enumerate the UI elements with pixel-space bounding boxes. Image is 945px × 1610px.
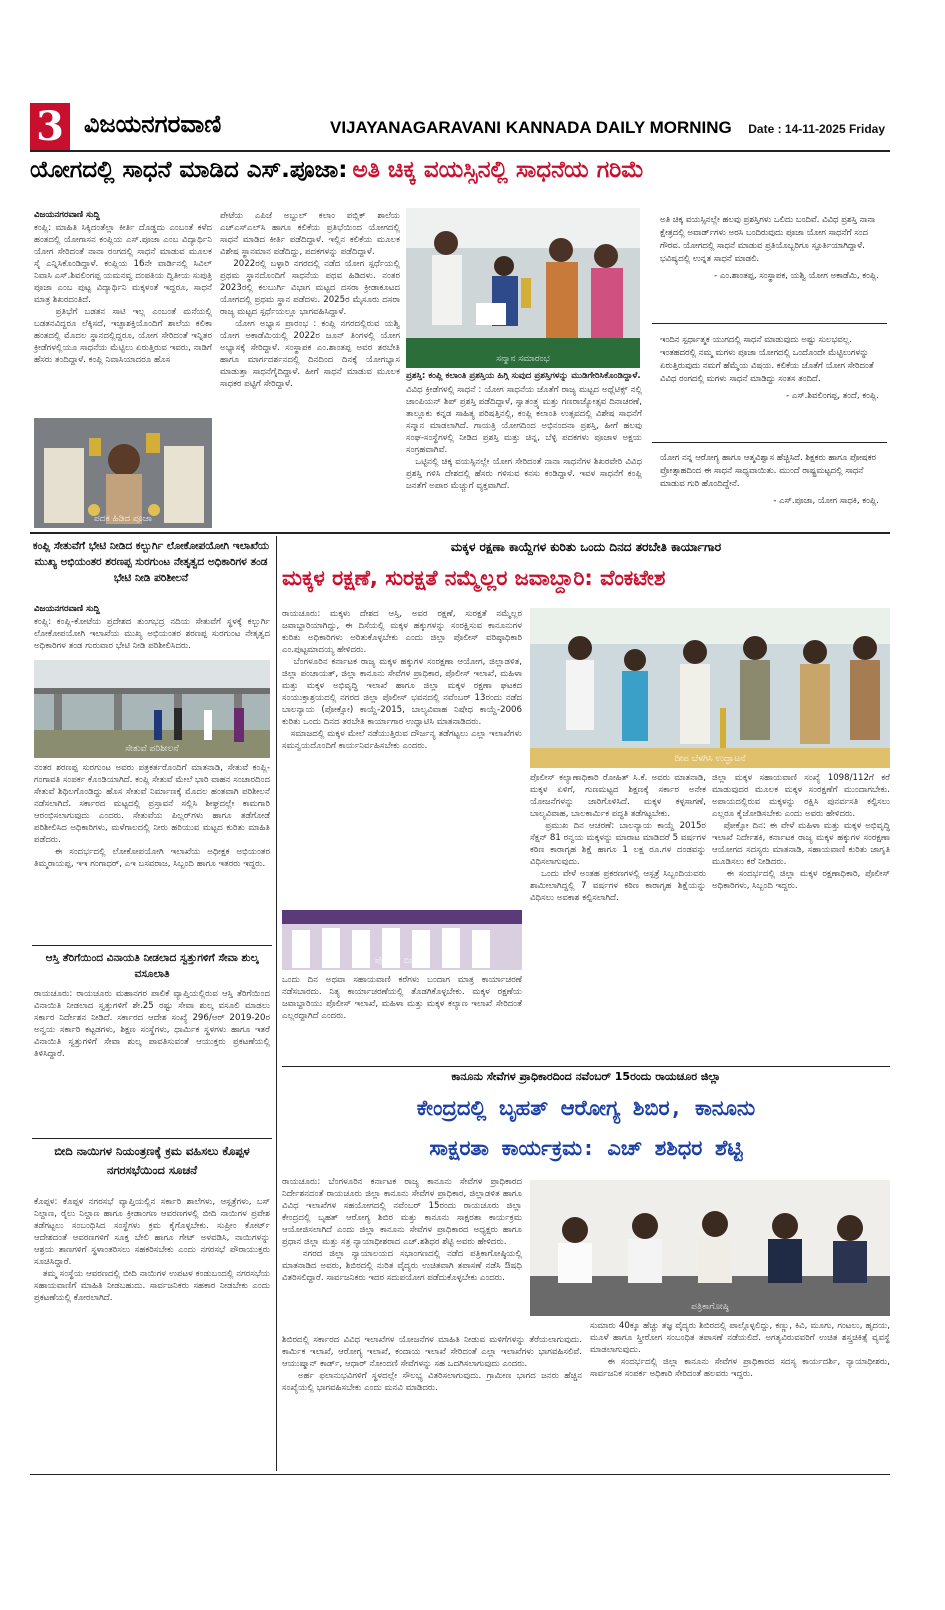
dam-byline: ವಿಜಯನಗರವಾಣಿ ಸುದ್ದಿ [34,604,100,614]
quote-father-text: ಇಂದಿನ ಸ್ಪರ್ಧಾತ್ಮಕ ಯುಗದಲ್ಲಿ ಸಾಧನೆ ಮಾಡುವುದು ಅಷ್ಟು ಸುಲಭವಲ್ಲ. ಇಂತಹದರಲ್ಲಿ ನಮ್ಮ ಮಗಳು ಪೂಜಾ ಯೋಗದಲ್ಲಿ ಒಂದೊಂದೇ ಮೆಟ್ಟಿಲುಗಳನ್ನು ಏರುತ್ತಿರುವುದು ನಮಗೆ ಹೆಮ್ಮೆಯ ವಿಷಯ. ಕಲಿಕೆಯ ಜೊತೆಗೆ ಯೋಗ ಸೇರಿದಂತೆ ವಿವಿಧ ರಂಗದಲ್ಲಿ ಮಗಳು ಸಾಧನೆ ಮಾಡಿದ್ದು ಸಂತಸ ತಂದಿದೆ. [660,335,874,384]
yoga-quote-pooja [652,446,887,526]
yoga-column-3: ವಿವಿಧ ಕ್ರೀಡೆಗಳಲ್ಲಿ ಸಾಧನೆ : ಯೋಗ ಸಾಧನೆಯ ಜೊತೆಗೆ ರಾಜ್ಯ ಮಟ್ಟದ ಅಥ್ಲೆಟಿಕ್ಸ್ ನಲ್ಲಿ ಚಾಂಪಿಯನ್ ಶಿಪ್ ಪ್ರಶಸ್ತಿ ಪಡೆದಿದ್ದಾಳೆ, ಸ್ವಾತಂತ್ರ್ಯ ಮತ್ತು ಗಣರಾಜ್ಯೋತ್ಸವ ದಿನಾಚರಣೆ, ತಾಲ್ಲೂಕು ಕನ್ನಡ ಸಾಹಿತ್ಯ ಪರಿಷತ್ತಿನಲ್ಲಿ, ಕಂಪ್ಲಿ ಕಲಾಂತಿ ಉತ್ಸವದಲ್ಲಿ ವಿಶೇಷ ಸಾಧನೆಗೆ ಸನ್ಮಾನ ಮಾಡಲಾಗಿದೆ. ಗಾಯತ್ರಿ ಯೋಗದಿಂದ ಅಭಿನಂದನಾ ಪ್ರಶಸ್ತಿ, ಹೀಗೆ ಹಲವು ಸಂಘ-ಸಂಸ್ಥೆಗಳಲ್ಲಿ ನೀಡಿದ ಪ್ರಶಸ್ತಿ ಮತ್ತು ಚಿನ್ನ, ಬೆಳ್ಳಿ ಪದಕಗಳು ಪೂಜಾಳ ಅಕ್ಷಯ ಸಂಗ್ರಹವಾಗಿವೆ. ಒಟ್ಟಿನಲ್ಲಿ ಚಿಕ್ಕ ವಯಸ್ಸಿನಲ್ಲೇ ಯೋಗ ಸೇರಿದಂತೆ ನಾನಾ ಸಾಧನೆಗಳ ಶಿಖರವೇರಿ ವಿವಿಧ ಪ್ರಶಸ್ತಿ ಗಳಿಸಿ ದೇಶದಲ್ಲಿ ಹೆಸರು ಗಳಿಸುವ ಕನಸು ಕಂಡಿದ್ದಾಳೆ. ಇವಳ ಸಾಧನೆಗೆ ಕಂಪ್ಲಿ ಜನತೆಗೆ ಅಪಾರ ಮೆಚ್ಚುಗೆ ವ್ಯಕ್ತವಾಗಿದೆ. [406,385,643,491]
dogs-body: ಕೊಪ್ಪಳ: ಕೊಪ್ಪಳ ನಗರಸಭೆ ವ್ಯಾಪ್ತಿಯಲ್ಲಿನ ಸರ್ಕಾರಿ ಶಾಲೆಗಳು, ಆಸ್ಪತ್ರೆಗಳು, ಬಸ್ ನಿಲ್ದಾಣ, ರೈಲು ನಿಲ್ದಾಣ ಹಾಗೂ ಕ್ರೀಡಾಂಗಣ ಆವರಣಗಳಲ್ಲಿ ಬೀದಿ ನಾಯಿಗಳ ಪ್ರವೇಶ ತಡೆಗಟ್ಟಲು ಸಂಬಂಧಿಸಿದ ಸಂಸ್ಥೆಗಳು ಕ್ರಮ ಕೈಗೊಳ್ಳಬೇಕು. ಸುಪ್ರೀಂ ಕೋರ್ಟ್ ಆದೇಶದಂತೆ ಆವರಣಗಳಿಗೆ ಸೂಕ್ತ ಬೇಲಿ ಹಾಗೂ ಗೇಟ್ ಅಳವಡಿಸಿ, ನಾಯಿಗಳನ್ನು ಆಶ್ರಯ ತಾಣಗಳಿಗೆ ಸ್ಥಳಾಂತರಿಸಲು ಸಹಕರಿಸಬೇಕು ಎಂದು ನಗರಸಭೆ ಪೌರಾಯುಕ್ತರು ಸೂಚಿಸಿದ್ದಾರೆ. ತಮ್ಮ ಸಂಸ್ಥೆಯ ಆವರಣದಲ್ಲಿ ಬೀದಿ ನಾಯಿಗಳ ಉಪಟಳ ಕಂಡುಬಂದಲ್ಲಿ ನಗರಸಭೆಯ ಸಹಾಯವಾಣಿಗೆ ಮಾಹಿತಿ ನೀಡಬಹುದು. ಸಾರ್ವಜನಿಕರು ಸಹಕಾರ ನೀಡಬೇಕು ಎಂದು ಪ್ರಕಟಣೆಯಲ್ಲಿ ಕೋರಲಾಗಿದೆ. [34,1197,270,1303]
left-rule-2 [32,1138,272,1139]
dam-photo [34,660,270,758]
quote-divider-2 [652,442,887,443]
quote-pooja-text: ಯೋಗ ನನ್ನ ಆರೋಗ್ಯ ಹಾಗೂ ಆತ್ಮವಿಶ್ವಾಸ ಹೆಚ್ಚಿಸಿದೆ. ಶಿಕ್ಷಕರು ಹಾಗೂ ಪೋಷಕರ ಪ್ರೋತ್ಸಾಹದಿಂದ ಈ ಸಾಧನೆ ಸಾಧ್ಯವಾಯಿತು. ಮುಂದೆ ರಾಷ್ಟ್ರಮಟ್ಟದಲ್ಲಿ ಸಾಧನೆ ಮಾಡುವ ಗುರಿ ಹೊಂದಿದ್ದೇನೆ. [660,453,877,489]
masthead-kannada: ವಿಜಯನಗರವಾಣಿ [84,110,222,138]
yoga-photo1-label: ಪದಕ ಹಿಡಿದ ಪೂಜಾ [94,514,152,524]
left-rule-1 [32,945,272,946]
yoga-photo-ceremony [406,208,640,368]
footer-rule [30,1474,890,1475]
quote-coach-text: ಅತಿ ಚಿಕ್ಕ ವಯಸ್ಸಿನಲ್ಲೇ ಹಲವು ಪ್ರಶಸ್ತಿಗಳು ಒಲಿದು ಬಂದಿವೆ. ವಿವಿಧ ಪ್ರಶಸ್ತಿ ನಾನಾ ಕ್ಷೇತ್ರದಲ್ಲಿ ಅವಾರ್ಡ್‌ಗಳು ಅರಸಿ ಬಂದಿರುವುದು ಪೂಜಾ ಯೋಗ ಸಾಧನೆಗೆ ಸಂದ ಗೌರವ. ಯೋಗದಲ್ಲಿ ಸಾಧನೆ ಮಾಡುವ ಪ್ರತಿಯೊಬ್ಬರಿಗೂ ಸ್ಫೂರ್ತಿಯಾಗಿದ್ದಾಳೆ. ಭವಿಷ್ಯದಲ್ಲಿ ಉನ್ನತ ಸಾಧನೆ ಮಾಡಲಿ. [660,215,876,264]
header-rule [30,150,890,152]
yoga-photo-trophies [34,418,212,528]
page-number: 3 [30,103,70,151]
dam-headline: ಕಂಪ್ಲಿ ಸೇತುವೆಗೆ ಭೇಟಿ ನೀಡಿದ ಕಲ್ಬುರ್ಗಿ ಲೋಕೋಪಯೋಗಿ ಇಲಾಖೆಯ ಮುಖ್ಯ ಅಭಿಯಂತರ ಶರಣಪ್ಪ ಸುರಗುಂಟ ನೇತೃತ್ವದ ಅಧಿಕಾರಿಗಳ ತಂಡ ಭೇಟಿ ನೀಡಿ ಪರಿಶೀಲನೆ [32,540,270,584]
health-column-2: ಸುಮಾರು 40ಕ್ಕೂ ಹೆಚ್ಚು ತಜ್ಞ ವೈದ್ಯರು ಶಿಬಿರದಲ್ಲಿ ಪಾಲ್ಗೊಳ್ಳಲಿದ್ದು, ಕಣ್ಣು, ಕಿವಿ, ಮೂಗು, ಗಂಟಲು, ಹೃದಯ, ಮೂಳೆ ಹಾಗೂ ಸ್ತ್ರೀರೋಗ ಸಂಬಂಧಿತ ತಪಾಸಣೆ ನಡೆಯಲಿದೆ. ಅಗತ್ಯವಿರುವವರಿಗೆ ಉಚಿತ ಶಸ್ತ್ರಚಿಕಿತ್ಸೆ ವ್ಯವಸ್ಥೆ ಮಾಡಲಾಗುವುದು. ಈ ಸಂದರ್ಭದಲ್ಲಿ ಜಿಲ್ಲಾ ಕಾನೂನು ಸೇವೆಗಳ ಪ್ರಾಧಿಕಾರದ ಸದಸ್ಯ ಕಾರ್ಯದರ್ಶಿ, ನ್ಯಾಯಾಧೀಶರು, ಸಾರ್ವಜನಿಕ ಸಂಪರ್ಕ ಅಧಿಕಾರಿ ಸೇರಿದಂತೆ ಹಲವರು ಇದ್ದರು. [590,1321,890,1379]
yoga-headline-red: ಅತಿ ಚಿಕ್ಕ ವಯಸ್ಸಿನಲ್ಲಿ ಸಾಧನೆಯ ಗರಿಮೆ [352,157,645,183]
child-column-1b: ಒಂದು ದಿನ ಅಥವಾ ಸಹಾಯವಾಣಿ ಕರೆಗಳು ಬಂದಾಗ ಮಾತ್ರ ಕಾರ್ಯಾಚರಣೆ ನಡೆಸಬಾರದು. ನಿತ್ಯ ಕಾರ್ಯಾಚರಣೆಯಲ್ಲಿ ತೊಡಗಿಕೊಳ್ಳಬೇಕು. ಮಕ್ಕಳ ರಕ್ಷಣೆಯ ಜವಾಬ್ದಾರಿಯು ಪೊಲೀಸ್ ಇಲಾಖೆ, ಮಹಿಳಾ ಮತ್ತು ಮಕ್ಕಳ ಕಲ್ಯಾಣ ಇಲಾಖೆ ಸೇರಿದಂತೆ ಎಲ್ಲರದ್ದಾಗಿದೆ ಎಂದರು. [282,975,525,1021]
masthead-english: VIJAYANAGARAVANI KANNADA DAILY MORNING [330,118,732,137]
yoga-headline-black: ಯೋಗದಲ್ಲಿ ಸಾಧನೆ ಮಾಡಿದ ಎಸ್.ಪೂಜಾ: [30,157,348,183]
dogs-headline: ಬೀದಿ ನಾಯಿಗಳ ನಿಯಂತ್ರಣಕ್ಕೆ ಕ್ರಮ ವಹಿಸಲು ಕೊಪ್ಪಳ ನಗರಸಭೆಯಿಂದ ಸೂಚನೆ [54,1144,250,1177]
issue-date: Date : 14-11-2025 Friday [748,122,885,136]
yoga-quote-father [652,328,887,436]
yoga-headline [30,157,890,203]
child-photo-lamp [530,608,890,768]
yoga-quote-coach [652,208,887,318]
child-column-1: ರಾಯಚೂರು: ಮಕ್ಕಳು ದೇಶದ ಆಸ್ತಿ, ಅವರ ರಕ್ಷಣೆ, ಸುರಕ್ಷತೆ ನಮ್ಮೆಲ್ಲರ ಜವಾಬ್ದಾರಿಯಾಗಿದ್ದು, ಈ ದಿಸೆಯಲ್ಲಿ ಮಕ್ಕಳ ಹಕ್ಕುಗಳನ್ನು ಸಂರಕ್ಷಿಸುವ ಕಾನೂನುಗಳ ಕುರಿತು ಅಧಿಕಾರಿಗಳು ಅರಿತುಕೊಳ್ಳಬೇಕು ಎಂದು ಜಿಲ್ಲಾ ಪೊಲೀಸ್ ವರಿಷ್ಠಾಧಿಕಾರಿ ಎಂ.ಪುಟ್ಟಮಾದಯ್ಯ ಹೇಳಿದರು. ಬೆಂಗಳೂರಿನ ಕರ್ನಾಟಕ ರಾಜ್ಯ ಮಕ್ಕಳ ಹಕ್ಕುಗಳ ಸಂರಕ್ಷಣಾ ಆಯೋಗ, ಜಿಲ್ಲಾಡಳಿತ, ಜಿಲ್ಲಾ ಪಂಚಾಯತ್, ಜಿಲ್ಲಾ ಕಾನೂನು ಸೇವೆಗಳ ಪ್ರಾಧಿಕಾರ, ಪೊಲೀಸ್ ಇಲಾಖೆ, ಮಹಿಳಾ ಮತ್ತು ಮಕ್ಕಳ ಅಭಿವೃದ್ಧಿ ಇಲಾಖೆ ಹಾಗೂ ಜಿಲ್ಲಾ ಮಕ್ಕಳ ರಕ್ಷಣಾ ಘಟಕದ ಸಂಯುಕ್ತಾಶ್ರಯದಲ್ಲಿ ನಗರದ ಜಿಲ್ಲಾ ಪೊಲೀಸ್ ಭವನದಲ್ಲಿ ನವೆಂಬರ್ 13ರಂದು ನಡೆದ ಬಾಲನ್ಯಾಯ (ಪೋಕ್ಸೋ) ಕಾಯ್ದೆ-2015, ಬಾಲ್ಯವಿವಾಹ ನಿಷೇಧ ಕಾಯ್ದೆ-2006 ಕುರಿತು ಒಂದು ದಿನದ ತರಬೇತಿ ಕಾರ್ಯಾಗಾರ ಉದ್ಘಾಟಿಸಿ ಮಾತನಾಡಿದರು. ಸಮಾಜದಲ್ಲಿ ಮಕ್ಕಳ ಮೇಲೆ ನಡೆಯುತ್ತಿರುವ ದೌರ್ಜನ್ಯ ತಡೆಗಟ್ಟಲು ಎಲ್ಲಾ ಇಲಾಖೆಗಳು ಸಮನ್ವಯದೊಂದಿಗೆ ಕಾರ್ಯನಿರ್ವಹಿಸಬೇಕು ಎಂದರು. [282,609,522,751]
yoga-column-1: ಕಂಪ್ಲಿ: ಮಾಹಿತಿ ಸಿಕ್ಕಿದಂತೆಲ್ಲಾ ಕೀರ್ತಿ ದೊಡ್ಡದು ಎಂಬಂತೆ ಕಳೆದ ಹಂತದಲ್ಲಿ ಯೋಗಾಸನ ಕಂಪ್ಲಿಯ ಎಸ್.ಪೂಜಾ ಎಂಬ ವಿದ್ಯಾರ್ಥಿನಿ ಯೋಗ ಸೇರಿದಂತೆ ನಾನಾ ರಂಗದಲ್ಲಿ ಸಾಧನೆ ಮಾಡುವ ಮೂಲಕ ಸೈ ಎನ್ನಿಸಿಕೊಂಡಿದ್ದಾಳೆ. ಕಂಪ್ಲಿಯ 16ನೇ ವಾರ್ಡಿನಲ್ಲಿ ಸಿವಿಲ್ ನಿವಾಸಿ ಎಸ್.ಶಿವಲಿಂಗಪ್ಪ ಯಮನವ್ವ ದಂಪತಿಯ ದ್ವಿತೀಯ ಸುಪುತ್ರಿ ಪೂಜಾ ಎಂಬ ಪುಟ್ಟ ವಿದ್ಯಾರ್ಥಿನಿ ಮಕ್ಕಳಂತೆ ಇದ್ದರೂ, ಸಾಧನೆ ಮಾತ್ರ ಶಿಖರದಂತಿದೆ. ಪ್ರತಿಭೆಗೆ ಬಡತನ ಸಾಟಿ ಇಲ್ಲ ಎಂಬಂತೆ ಮನೆಯಲ್ಲಿ ಬಡತನವಿದ್ದರೂ ಲೆಕ್ಕಿಸದೆ, ಇಚ್ಛಾಶಕ್ತಿಯೊಂದಿಗೆ ಶಾಲೆಯ ಕಲಿಕಾ ಹಂತದಲ್ಲಿ ಮೊದಲ ಸ್ಥಾನದಲ್ಲಿದ್ದರೂ, ಯೋಗ ಸೇರಿದಂತೆ ಇನ್ನಿತರ ಕ್ರೀಡೆಗಳಲ್ಲಿಯೂ ಸಾಧನೆಯ ಮೆಟ್ಟಿಲು ಏರುತ್ತಿರುವ ಇವರು, ನಾಡಿಗೆ ಹೆಸರು ತಂದಿದ್ದಾಳೆ. ಕಂಪ್ಲಿ ನಿವಾಸಿಯಾದರೂ ಹೊಸ [34,223,212,365]
tax-headline: ಆಸ್ತಿ ತೆರಿಗೆಯಿಂದ ವಿನಾಯತಿ ನೀಡಲಾದ ಸ್ವತ್ತುಗಳಿಗೆ ಸೇವಾ ಶುಲ್ಕ ವಸೂಲಾತಿ [45,952,259,980]
health-headline-line2: ಸಾಕ್ಷರತಾ ಕಾರ್ಯಕ್ರಮ: ಎಚ್ ಶಶಿಧರ ಶೆಟ್ಟಿ [429,1136,743,1160]
section-rule-2 [282,1066,890,1067]
yoga-photo-caption: ಪ್ರಶಸ್ತಿ: ಕಂಪ್ಲಿ ಕಲಾಂತಿ ಪ್ರಶಸ್ತಿಯ ಹಿಗ್ಗಿ ಸುವುದ ಪ್ರಶಸ್ತಿಗಳನ್ನು ಮುಡಿಗೇರಿಸಿಕೊಂಡಿದ್ದಾಳೆ. [406,371,641,381]
quote-coach-attribution: - ಎಂ.ಶಾಂತಪ್ಪ, ಸಂಸ್ಥಾಪಕ, ಯಶ್ವಿ ಯೋಗ ಅಕಾಡೆಮಿ, ಕಂಪ್ಲಿ. [714,271,879,281]
health-kicker: ಕಾನೂನು ಸೇವೆಗಳ ಪ್ರಾಧಿಕಾರದಿಂದ ನವೆಂಬರ್ 15ರಂದು ರಾಯಚೂರ ಜಿಲ್ಲಾ [451,1070,721,1083]
child-photo-posters [282,910,522,970]
yoga-photo2-label: ಸನ್ಮಾನ ಸಮಾರಂಭ [496,354,550,364]
quote-divider-1 [652,323,887,324]
child-photo2-label: ಪೋಸ್ಟರ್ ಬಿಡುಗಡೆ [374,956,430,966]
health-headline-line1: ಕೇಂದ್ರದಲ್ಲಿ ಬೃಹತ್ ಆರೋಗ್ಯ ಶಿಬಿರ, ಕಾನೂನು [416,1096,756,1120]
quote-father-attribution: - ಎಸ್.ಶಿವಲಿಂಗಪ್ಪ, ತಂದೆ, ಕಂಪ್ಲಿ. [786,391,879,401]
tax-body: ರಾಯಚೂರು: ರಾಯಚೂರು ಮಹಾನಗರ ಪಾಲಿಕೆ ವ್ಯಾಪ್ತಿಯಲ್ಲಿರುವ ಆಸ್ತಿ ತೆರಿಗೆಯಿಂದ ವಿನಾಯಿತಿ ನೀಡಲಾದ ಸ್ವತ್ತುಗಳಿಗೆ ಶೇ.25 ರಷ್ಟು ಸೇವಾ ಶುಲ್ಕ ವಸೂಲಿ ಮಾಡಲು ಸರ್ಕಾರ ನಿರ್ದೇಶನ ನೀಡಿದೆ. ಸರ್ಕಾರದ ಆದೇಶ ಸಂಖ್ಯೆ 296/ಆರ್ 2019-20ರ ಅನ್ವಯ ಸರ್ಕಾರಿ ಕಟ್ಟಡಗಳು, ಶಿಕ್ಷಣ ಸಂಸ್ಥೆಗಳು, ಧಾರ್ಮಿಕ ಸ್ಥಳಗಳು ಹಾಗೂ ಇತರೆ ವಿನಾಯಿತಿ ಸ್ವತ್ತುಗಳಿಗೆ ಸೇವಾ ಶುಲ್ಕ ಪಾವತಿಸುವಂತೆ ಆಯುಕ್ತರು ಪ್ರಕಟಣೆಯಲ್ಲಿ ತಿಳಿಸಿದ್ದಾರೆ. [34,989,273,1059]
press-meet-illustration [530,1180,890,1316]
health-lead: ರಾಯಚೂರು: ಬೆಂಗಳೂರಿನ ಕರ್ನಾಟಕ ರಾಜ್ಯ ಕಾನೂನು ಸೇವೆಗಳ ಪ್ರಾಧಿಕಾರದ ನಿರ್ದೇಶನದಂತೆ ರಾಯಚೂರು ಜಿಲ್ಲಾ ಕಾನೂನು ಸೇವೆಗಳ ಪ್ರಾಧಿಕಾರ, ಜಿಲ್ಲಾಡಳಿತ ಹಾಗೂ ವಿವಿಧ ಇಲಾಖೆಗಳ ಸಹಯೋಗದಲ್ಲಿ ನವೆಂಬರ್ 15ರಂದು ರಾಯಚೂರು ಜಿಲ್ಲಾ ಕೇಂದ್ರದಲ್ಲಿ ಬೃಹತ್ ಆರೋಗ್ಯ ಶಿಬಿರ ಮತ್ತು ಕಾನೂನು ಸಾಕ್ಷರತಾ ಕಾರ್ಯಕ್ರಮ ಆಯೋಜಿಸಲಾಗಿದೆ ಎಂದು ಜಿಲ್ಲಾ ಕಾನೂನು ಸೇವೆಗಳ ಪ್ರಾಧಿಕಾರದ ಅಧ್ಯಕ್ಷರು ಹಾಗೂ ಪ್ರಧಾನ ಜಿಲ್ಲಾ ಮತ್ತು ಸತ್ರ ನ್ಯಾಯಾಧೀಶರಾದ ಎಚ್.ಶಶಿಧರ ಶೆಟ್ಟಿ ಅವರು ಹೇಳಿದರು. ನಗರದ ಜಿಲ್ಲಾ ನ್ಯಾಯಾಲಯದ ಸಭಾಂಗಣದಲ್ಲಿ ನಡೆದ ಪತ್ರಿಕಾಗೋಷ್ಠಿಯಲ್ಲಿ ಮಾತನಾಡಿದ ಅವರು, ಶಿಬಿರದಲ್ಲಿ ನುರಿತ ವೈದ್ಯರು ಉಚಿತವಾಗಿ ತಪಾಸಣೆ ನಡೆಸಿ ಔಷಧಿ ವಿತರಿಸಲಿದ್ದಾರೆ. ಸಾರ್ವಜನಿಕರು ಇದರ ಸದುಪಯೋಗ ಪಡೆದುಕೊಳ್ಳಬೇಕು ಎಂದರು. [282,1177,522,1283]
section-rule-1 [30,532,890,534]
yoga-byline: ವಿಜಯನಗರವಾಣಿ ಸುದ್ದಿ [34,210,100,220]
trophy-illustration [34,418,212,528]
yoga-column-2: ಪೇಟೆಯ ಎಪಿಜೆ ಅಬ್ದುಲ್ ಕಲಾಂ ಪಬ್ಲಿಕ್ ಶಾಲೆಯ ಎಚ್‌ಎಸ್‌ಎಲ್‌ಸಿ ಹಾಗೂ ಕಲಿಕೆಯ ಪ್ರತಿಭೆಯಿಂದ ಯೋಗದಲ್ಲಿ ಸಾಧನೆ ಮಾಡಿದ ಕೀರ್ತಿ ಪಡೆದಿದ್ದಾಳೆ. ಇಲ್ಲಿನ ಕಲಿಕೆಯ ಮೂಲಕ ವಿಶೇಷ ಸ್ಥಾನಮಾನ ಪಡೆದಿದ್ದು, ಪದಕಗಳನ್ನು ಪಡೆದಿದ್ದಾಳೆ. 2022ರಲ್ಲಿ ಬಳ್ಳಾರಿ ನಗರದಲ್ಲಿ ನಡೆದ ಯೋಗ ಸ್ಪರ್ಧೆಯಲ್ಲಿ ಪ್ರಥಮ ಸ್ಥಾನದೊಂದಿಗೆ ಸಾಧನೆಯ ಪಥವ ಹಿಡಿದಳು. ನಂತರ 2023ರಲ್ಲಿ ಕಲಬುರ್ಗಿ ವಿಭಾಗ ಮಟ್ಟದ ದಸರಾ ಕ್ರೀಡಾಕೂಟದ ಯೋಗದಲ್ಲಿ ಪ್ರಥಮ ಸ್ಥಾನ ಪಡೆದಳು. 2025ರ ಮೈಸೂರು ದಸರಾ ರಾಜ್ಯ ಮಟ್ಟದ ಸ್ಪರ್ಧೆಯಲ್ಲೂ ಭಾಗವಹಿಸಿದ್ದಾಳೆ. ಯೋಗ ಅಭ್ಯಾಸ ಪ್ರಾರಂಭ : ಕಂಪ್ಲಿ ನಗರದಲ್ಲಿರುವ ಯಶ್ವಿ ಯೋಗ ಅಕಾಡೆಮಿಯಲ್ಲಿ 2022ರ ಜೂನ್ ತಿಂಗಳಲ್ಲಿ ಯೋಗ ಅಭ್ಯಾಸಕ್ಕೆ ಸೇರಿದ್ದಾಳೆ. ಸಂಸ್ಥಾಪಕ ಎಂ.ಶಾಂತಪ್ಪ ಅವರ ತರಬೇತಿ ಹಾಗೂ ಮಾರ್ಗದರ್ಶನದಲ್ಲಿ ದಿನದಿಂದ ದಿನಕ್ಕೆ ಯೋಗಭ್ಯಾಸ ಮಾಡುತ್ತಾ ಸಾಧನೆಗೈದಿದ್ದಾಳೆ. ಹೀಗೆ ಸಾಧನೆ ಮಾಡುವ ಮೂಲಕ ಸಾಧಕರ ಪಟ್ಟಿಗೆ ಸೇರಿದ್ದಾಳೆ. [220,211,400,389]
dam-lead: ಕಂಪ್ಲಿ: ಕಂಪ್ಲಿ-ಕೋಟೆಯ ಪ್ರದೇಶದ ತುಂಗಭದ್ರ ನದಿಯ ಸೇತುವೆಗೆ ಸ್ಥಳಕ್ಕೆ ಕಲ್ಬುರ್ಗಿ ಲೋಕೋಪಯೋಗಿ ಇಲಾಖೆಯ ಮುಖ್ಯ ಅಭಿಯಂತರ ಶರಣಪ್ಪ ಸುರಗುಂಟ ನೇತೃತ್ವದ ಅಧಿಕಾರಿಗಳ ತಂಡ ಗುರುವಾರ ಭೇಟಿ ನೀಡಿ ಪರಿಶೀಲಿಸಿದರು. [34,617,273,651]
dam-body: ನಂತರ ಶರಣಪ್ಪ ಸುರಗುಂಟ ಅವರು ಪತ್ರಕರ್ತರೊಂದಿಗೆ ಮಾತನಾಡಿ, ಸೇತುವೆ ಕಂಪ್ಲಿ-ಗಂಗಾವತಿ ಸಂಪರ್ಕ ಕೊಂಡಿಯಾಗಿದೆ. ಕಂಪ್ಲಿ ಸೇತುವೆ ಮೇಲೆ ಭಾರಿ ವಾಹನ ಸಂಚಾರದಿಂದ ಸೇತುವೆ ಶಿಥಿಲಗೊಂಡಿದ್ದು ಹೊಸ ಸೇತುವೆ ನಿರ್ಮಾಣಕ್ಕೆ ಮೊದಲ ಹಂತವಾಗಿ ಪರಿಶೀಲನೆ ನಡೆಸಲಾಗಿದೆ. ಸರ್ಕಾರದ ಮಟ್ಟದಲ್ಲಿ ಪ್ರಸ್ತಾವನೆ ಸಲ್ಲಿಸಿ ಶೀಘ್ರದಲ್ಲೇ ಕಾಮಗಾರಿ ಆರಂಭಿಸಲಾಗುವುದು ಎಂದರು. ಸೇತುವೆಯ ಪಿಲ್ಲರ್‌ಗಳು ಹಾಗೂ ತಡೆಗೋಡೆ ಪರಿಶೀಲಿಸಿದ ಅಧಿಕಾರಿಗಳು, ಮಳೆಗಾಲದಲ್ಲಿ ನೀರು ಹರಿಯುವ ಮಟ್ಟದ ಕುರಿತು ಮಾಹಿತಿ ಪಡೆದರು. ಈ ಸಂದರ್ಭದಲ್ಲಿ ಲೋಕೋಪಯೋಗಿ ಇಲಾಖೆಯ ಅಧೀಕ್ಷಕ ಅಭಿಯಂತರ ತಿಮ್ಮರಾಯಪ್ಪ, ಇಇ ಗಂಗಾಧರ್, ಎಇ ಬಸವರಾಜ, ಸಿಬ್ಬಂದಿ ಹಾಗೂ ಇತರರು ಇದ್ದರು. [34,763,271,869]
quote-pooja-attribution: - ಎಸ್.ಪೂಜಾ, ಯೋಗ ಸಾಧಕಿ, ಕಂಪ್ಲಿ. [773,496,879,506]
child-kicker: ಮಕ್ಕಳ ರಕ್ಷಣಾ ಕಾಯ್ದೆಗಳ ಕುರಿತು ಒಂದು ದಿನದ ತರಬೇತಿ ಕಾರ್ಯಾಗಾರ [450,540,722,554]
health-photo-label: ಪತ್ರಿಕಾಗೋಷ್ಠಿ [691,1302,729,1312]
ceremony-illustration [406,208,640,368]
child-column-3: ಜಿಲ್ಲಾ ಮಕ್ಕಳ ಸಹಾಯವಾಣಿ ಸಂಖ್ಯೆ 1098/112ಗೆ ಕರೆ ಮಾಡುವುದರ ಮೂಲಕ ಮಕ್ಕಳ ಸಂರಕ್ಷಣೆಗೆ ಮುಂದಾಗಬೇಕು. ಅಪಾಯದಲ್ಲಿರುವ ಮಕ್ಕಳನ್ನು ರಕ್ಷಿಸಿ ಪುನರ್ವಸತಿ ಕಲ್ಪಿಸಲು ಎಲ್ಲರೂ ಕೈಜೋಡಿಸಬೇಕು ಎಂದು ಅವರು ಹೇಳಿದರು. ಪೋಕ್ಸೋ ದಿನ: ಈ ವೇಳೆ ಮಹಿಳಾ ಮತ್ತು ಮಕ್ಕಳ ಅಭಿವೃದ್ಧಿ ಇಲಾಖೆ ನಿರ್ದೇಶಕಿ, ಕರ್ನಾಟಕ ರಾಜ್ಯ ಮಕ್ಕಳ ಹಕ್ಕುಗಳ ಸಂರಕ್ಷಣಾ ಆಯೋಗದ ಸದಸ್ಯರು ಮಾತನಾಡಿ, ಸಹಾಯವಾಣಿ ಕುರಿತು ಜಾಗೃತಿ ಮೂಡಿಸಲು ಕರೆ ನೀಡಿದರು. ಈ ಸಂದರ್ಭದಲ್ಲಿ ಜಿಲ್ಲಾ ಮಕ್ಕಳ ರಕ್ಷಣಾಧಿಕಾರಿ, ಪೊಲೀಸ್ ಅಧಿಕಾರಿಗಳು, ಸಿಬ್ಬಂದಿ ಇದ್ದರು. [712,773,890,891]
column-divider [276,536,277,1471]
lamp-lighting-illustration [530,608,890,768]
child-headline: ಮಕ್ಕಳ ರಕ್ಷಣೆ, ಸುರಕ್ಷತೆ ನಮ್ಮೆಲ್ಲರ ಜವಾಬ್ದಾರಿ: ವೆಂಕಟೇಶ [282,566,666,590]
health-column-1: ಶಿಬಿರದಲ್ಲಿ ಸರ್ಕಾರದ ವಿವಿಧ ಇಲಾಖೆಗಳ ಯೋಜನೆಗಳ ಮಾಹಿತಿ ನೀಡುವ ಮಳಿಗೆಗಳನ್ನು ತೆರೆಯಲಾಗುವುದು. ಕಾರ್ಮಿಕ ಇಲಾಖೆ, ಆರೋಗ್ಯ ಇಲಾಖೆ, ಕಂದಾಯ ಇಲಾಖೆ ಸೇರಿದಂತೆ ಎಲ್ಲಾ ಇಲಾಖೆಗಳು ಭಾಗವಹಿಸಲಿವೆ. ಆಯುಷ್ಮಾನ್ ಕಾರ್ಡ್, ಆಧಾರ್ ನೋಂದಣಿ ಸೇವೆಗಳನ್ನು ಸಹ ಒದಗಿಸಲಾಗುವುದು ಎಂದರು. ಅರ್ಹ ಫಲಾನುಭವಿಗಳಿಗೆ ಸ್ಥಳದಲ್ಲೇ ಸೌಲಭ್ಯ ವಿತರಿಸಲಾಗುವುದು. ಗ್ರಾಮೀಣ ಭಾಗದ ಜನರು ಹೆಚ್ಚಿನ ಸಂಖ್ಯೆಯಲ್ಲಿ ಭಾಗವಹಿಸಬೇಕು ಎಂದು ಮನವಿ ಮಾಡಿದರು. [282,1335,582,1393]
health-photo [530,1180,890,1316]
child-photo1-label: ದೀಪ ಬೆಳಗಿಸಿ ಉದ್ಘಾಟನೆ [674,754,746,764]
dam-photo-label: ಸೇತುವೆ ಪರಿಶೀಲನೆ [125,744,179,754]
child-column-2: ಪೊಲೀಸ್ ಕಲ್ಯಾಣಾಧಿಕಾರಿ ರೋಹಿತ್ ಸಿ.ಕೆ. ಅವರು ಮಾತನಾಡಿ, ಮಕ್ಕಳ ಏಳಿಗೆ, ಗುಣಮಟ್ಟದ ಶಿಕ್ಷಣಕ್ಕೆ ಸರ್ಕಾರ ಅನೇಕ ಯೋಜನೆಗಳನ್ನು ಜಾರಿಗೊಳಿಸಿದೆ. ಮಕ್ಕಳ ಕಳ್ಳಸಾಗಣೆ, ಬಾಲ್ಯವಿವಾಹ, ಬಾಲಕಾರ್ಮಿಕ ಪದ್ಧತಿ ತಡೆಗಟ್ಟಬೇಕು. ಪ್ರಮುಖ ದಿನ ಆಚರಣೆ: ಬಾಲನ್ಯಾಯ ಕಾಯ್ದೆ 2015ರ ಸೆಕ್ಷನ್ 81 ರನ್ವಯ ಮಕ್ಕಳನ್ನು ಮಾರಾಟ ಮಾಡಿದರೆ 5 ವರ್ಷಗಳ ಕಠಿಣ ಕಾರಾಗೃಹ ಶಿಕ್ಷೆ ಹಾಗೂ 1 ಲಕ್ಷ ರೂ.ಗಳ ದಂಡವನ್ನು ವಿಧಿಸಲಾಗುವುದು. ಒಂದು ವೇಳೆ ಅಂತಹ ಪ್ರಕರಣಗಳಲ್ಲಿ ಆಸ್ಪತ್ರೆ ಸಿಬ್ಬಂದಿಯವರು ಶಾಮೀಲಾಗಿದ್ದಲ್ಲಿ 7 ವರ್ಷಗಳ ಕಠಿಣ ಕಾರಾಗೃಹ ಶಿಕ್ಷೆಯನ್ನು ವಿಧಿಸಲು ಅವಕಾಶ ಕಲ್ಪಿಸಲಾಗಿದೆ. [530,773,707,903]
